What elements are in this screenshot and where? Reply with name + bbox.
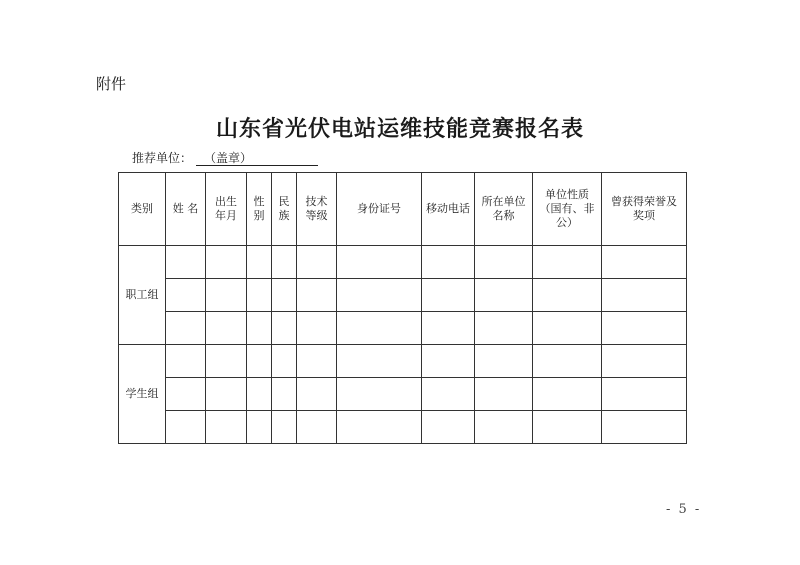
table-cell[interactable] <box>247 345 272 378</box>
header-honors: 曾获得荣誉及 奖项 <box>602 173 687 246</box>
table-cell[interactable] <box>206 246 247 279</box>
registration-table <box>118 172 687 444</box>
table-cell[interactable] <box>602 378 687 411</box>
table-cell[interactable] <box>272 345 297 378</box>
table-cell[interactable] <box>475 378 533 411</box>
table-cell[interactable] <box>166 279 206 312</box>
table-cell[interactable] <box>602 345 687 378</box>
table-cell[interactable] <box>475 246 533 279</box>
table-cell[interactable] <box>337 312 422 345</box>
table-cell[interactable] <box>272 246 297 279</box>
table-cell[interactable] <box>206 378 247 411</box>
header-category: 类别 <box>119 173 166 246</box>
table-row <box>119 246 687 279</box>
table-header-row <box>119 173 687 246</box>
group-label-staff: 职工组 <box>119 246 166 345</box>
table-cell[interactable] <box>337 378 422 411</box>
table-row <box>119 345 687 378</box>
header-tech-level: 技术 等级 <box>297 173 337 246</box>
table-cell[interactable] <box>206 411 247 444</box>
table-cell[interactable] <box>337 345 422 378</box>
table-cell[interactable] <box>247 411 272 444</box>
table-cell[interactable] <box>422 312 475 345</box>
header-birth: 出生 年月 <box>206 173 247 246</box>
table-row <box>119 411 687 444</box>
table-cell[interactable] <box>166 246 206 279</box>
table-cell[interactable] <box>602 279 687 312</box>
table-cell[interactable] <box>166 378 206 411</box>
table-cell[interactable] <box>247 378 272 411</box>
table-cell[interactable] <box>533 312 602 345</box>
table-cell[interactable] <box>337 411 422 444</box>
table-cell[interactable] <box>206 345 247 378</box>
table-cell[interactable] <box>247 246 272 279</box>
header-id-number: 身份证号 <box>337 173 422 246</box>
table-cell[interactable] <box>533 411 602 444</box>
table-cell[interactable] <box>166 411 206 444</box>
table-cell[interactable] <box>533 279 602 312</box>
table-cell[interactable] <box>422 279 475 312</box>
table-cell[interactable] <box>602 411 687 444</box>
table-cell[interactable] <box>247 312 272 345</box>
table-cell[interactable] <box>422 345 475 378</box>
table-cell[interactable] <box>297 378 337 411</box>
table-cell[interactable] <box>272 279 297 312</box>
attachment-label: 附件 <box>96 75 127 93</box>
recommend-unit-label: 推荐单位： <box>132 151 193 165</box>
table-cell[interactable] <box>297 312 337 345</box>
table-cell[interactable] <box>272 378 297 411</box>
header-ethnicity: 民 族 <box>272 173 297 246</box>
table-cell[interactable] <box>337 279 422 312</box>
group-label-student: 学生组 <box>119 345 166 444</box>
table-cell[interactable] <box>475 345 533 378</box>
header-gender: 性 别 <box>247 173 272 246</box>
table-row <box>119 312 687 345</box>
table-row <box>119 279 687 312</box>
header-name: 姓 名 <box>166 173 206 246</box>
recommend-unit-field: （盖章） <box>196 151 318 166</box>
table-cell[interactable] <box>422 378 475 411</box>
header-unit-name: 所在单位 名称 <box>475 173 533 246</box>
table-cell[interactable] <box>166 345 206 378</box>
table-cell[interactable] <box>475 279 533 312</box>
table-cell[interactable] <box>297 345 337 378</box>
table-cell[interactable] <box>533 378 602 411</box>
table-cell[interactable] <box>533 246 602 279</box>
table-cell[interactable] <box>602 246 687 279</box>
header-unit-nature: 单位性质 （国有、非 公） <box>533 173 602 246</box>
table-cell[interactable] <box>475 411 533 444</box>
table-cell[interactable] <box>247 279 272 312</box>
page-number: - 5 - <box>666 502 702 517</box>
table-cell[interactable] <box>206 279 247 312</box>
table-cell[interactable] <box>602 312 687 345</box>
table-cell[interactable] <box>337 246 422 279</box>
form-title: 山东省光伏电站运维技能竞赛报名表 <box>215 116 584 142</box>
table-cell[interactable] <box>272 312 297 345</box>
table-cell[interactable] <box>166 312 206 345</box>
table-cell[interactable] <box>475 312 533 345</box>
table-cell[interactable] <box>272 411 297 444</box>
table-cell[interactable] <box>297 411 337 444</box>
table-cell[interactable] <box>206 312 247 345</box>
table-row <box>119 378 687 411</box>
table-cell[interactable] <box>422 246 475 279</box>
table-cell[interactable] <box>297 246 337 279</box>
header-mobile: 移动电话 <box>422 173 475 246</box>
recommend-unit-row <box>132 149 318 166</box>
table-cell[interactable] <box>297 279 337 312</box>
table-cell[interactable] <box>533 345 602 378</box>
table-cell[interactable] <box>422 411 475 444</box>
